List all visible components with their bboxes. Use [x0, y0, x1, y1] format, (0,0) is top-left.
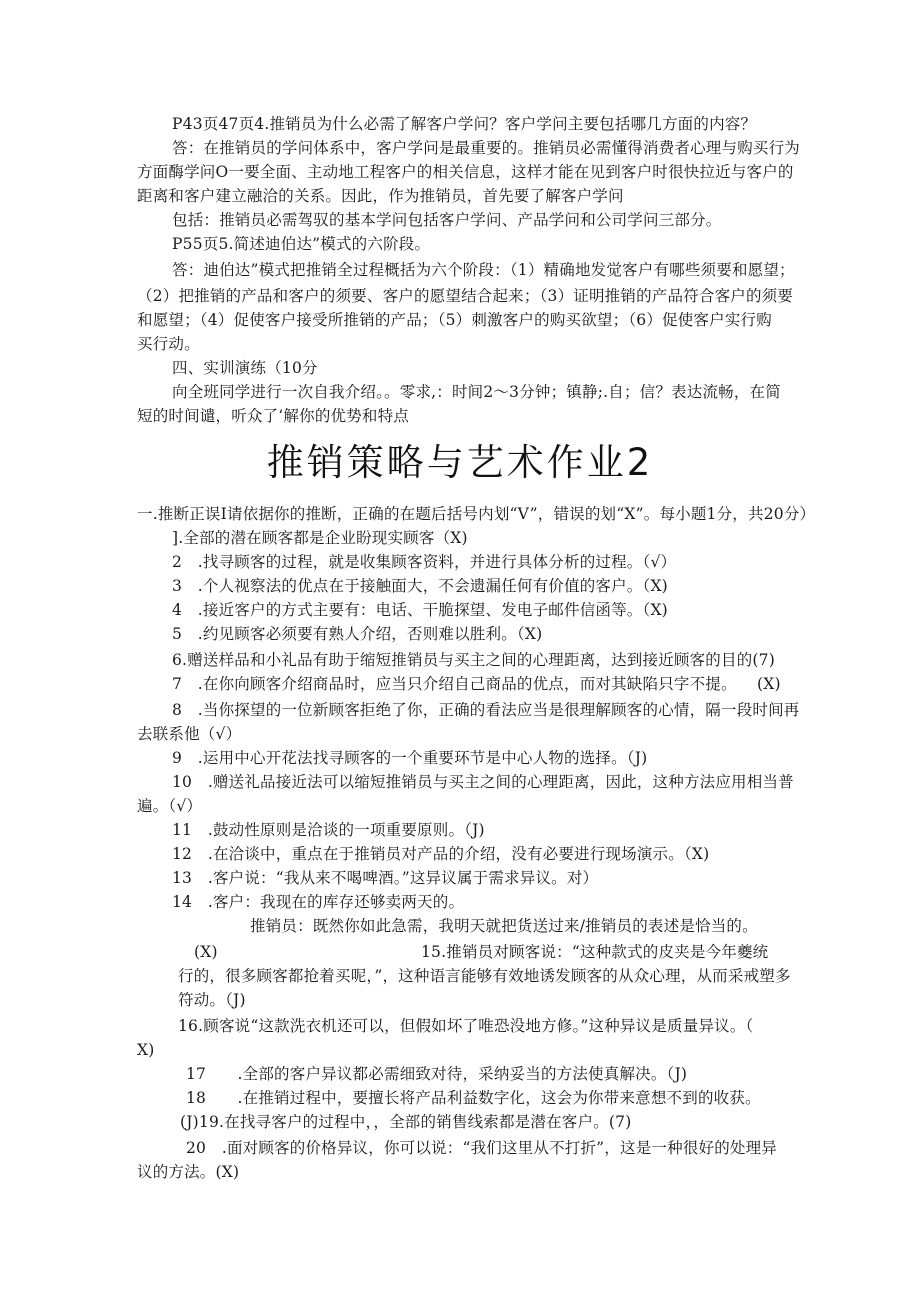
question-line: 12 .在洽谈中，重点在于推销员对产品的介绍，没有必要进行现场演示。（X) [172, 845, 710, 863]
question-line: 13 .客户说：“我从来不喝啤酒。”这异议属于需求异议。对） [172, 869, 599, 887]
question-line: ].全部的潜在顾客都是企业盼现实顾客（X) [172, 529, 468, 547]
answer-line: 和愿望；（4）促使客户接受所推销的产品；（5）刺激客户的购买欲望；（6）促使客户实行购 [137, 311, 772, 329]
question-line: P43页47页4.推销员为什么必需了解客户学问？客户学问主要包括哪几方面的内容？ [172, 115, 757, 133]
answer-line: 包括：推销员必需驾驭的基本学问包括客户学问、产品学问和公司学问三部分。 [172, 211, 722, 229]
question-line: 10 .赠送礼品接近法可以缩短推销员与买主之间的心理距离，因此，这种方法应用相当普 [172, 773, 794, 791]
question-line: 11 .鼓动性原则是洽谈的一项重要原则。（J) [172, 821, 485, 839]
answer-line: （2）把推销的产品和客户的须要、客户的愿望结合起来；（3）证明推销的产品符合客户的须要 [137, 287, 794, 305]
question-line: 遍。（√） [137, 797, 203, 815]
instruction-line: 一.推断正误I请依据你的推断，正确的在题后括号内划“V”，错误的划“X”。每小题1分，共20分） [137, 505, 816, 523]
question-line: 9 .运用中心开花法找寻顾客的一个重要环节是中心人物的选择。（J) [172, 749, 648, 767]
question-line: 15.推销员对顾客说：“这种款式的皮夹是今年夔统 [421, 943, 769, 961]
question-line: 7 .在你向顾客介绍商品时，应当只介绍自己商品的优点，而对其缺陷只字不提。 [172, 675, 737, 693]
question-line: 20 .面对顾客的价格异议，你可以说：“我们这里从不打折”，这是一种很好的处理异 [186, 1139, 778, 1157]
document-title: 推销策略与艺术作业2 [266, 441, 654, 484]
question-line: 16.顾客说“这款洗衣机还可以，但假如坏了唯恐没地方修。”这种异议是质量异议。（ [178, 1017, 754, 1035]
question-line: 6.赠送样品和小礼品有助于缩短推销员与买主之间的心理距离，达到接近顾客的目的(7) [172, 651, 775, 669]
answer-mark: X) [137, 1041, 155, 1059]
question-line: 去联系他（√） [137, 725, 242, 743]
question-line: P55页5.简述迪伯达”模式的六阶段。 [172, 235, 431, 253]
question-line: 议的方法。(X) [137, 1163, 240, 1181]
question-line: 符动。（J) [178, 991, 246, 1009]
question-line: 17 .全部的客户异议都必需细致对待，采纳妥当的方法使真解决。（J) [186, 1065, 688, 1083]
answer-line: 距离和客户建立融洽的关系。因此，作为推销员，首先要了解客户学问 [137, 187, 624, 205]
question-line: 8 .当你探望的一位新顾客拒绝了你，正确的看法应当是很理解顾客的心情，隔一段时间再 [172, 701, 800, 719]
answer-mark: (X) [757, 675, 781, 693]
answer-mark: (X) [194, 943, 218, 961]
answer-line: 方面酶学问O一要全面、主动地工程客户的相关信息，这样才能在见到客户时很快拉近与客户的 [137, 163, 794, 181]
question-line: (J)19.在找寻客户的过程中，，全部的销售线索都是潜在客户。(7) [180, 1113, 632, 1131]
question-line: 3 .个人视察法的优点在于接触面大，不会遗漏任何有价值的客户。（X) [172, 577, 668, 595]
question-line: 行的，很多顾客都抢着买呢，”，这种语言能够有效地诱发顾客的从众心理，从而采戒塑多 [178, 967, 791, 985]
question-line: 4 .接近客户的方式主要有：电话、干脆探望、发电子邮件信函等。（X) [172, 601, 668, 619]
question-line: 2 .找寻顾客的过程，就是收集顾客资料，并进行具体分析的过程。（√） [172, 553, 677, 571]
question-line: 推销员：既然你如此急需，我明天就把货送过来/推销员的表述是恰当的。 [250, 917, 758, 935]
answer-line: 答：在推销员的学问体系中，客户学问是最重要的。推销员必需懂得消费者心理与购买行为 [172, 139, 801, 157]
question-line: 14 .客户：我现在的库存还够卖两天的。 [172, 893, 465, 911]
exercise-line: 短的时间谴，听众了‘解你的优势和特点 [137, 407, 410, 425]
question-line: 18 .在推销过程中，要擅长将产品利益数字化，这会为你带来意想不到的收获。 [186, 1089, 761, 1107]
answer-line: 答：迪伯达”模式把推销全过程概括为六个阶段：（1）精确地发觉客户有哪些须要和愿望； [172, 261, 795, 279]
question-line: 5 .约见顾客必须要有熟人介绍，否则难以胜利。（X) [172, 625, 543, 643]
section-heading: 四、实训演练（10分 [172, 359, 318, 377]
exercise-line: 向全班同学进行一次自我介绍。。零求,：时间2〜3分钟；镇静;.自；信？表达流畅，在简 [172, 383, 781, 401]
answer-line: 买行动。 [137, 335, 200, 353]
